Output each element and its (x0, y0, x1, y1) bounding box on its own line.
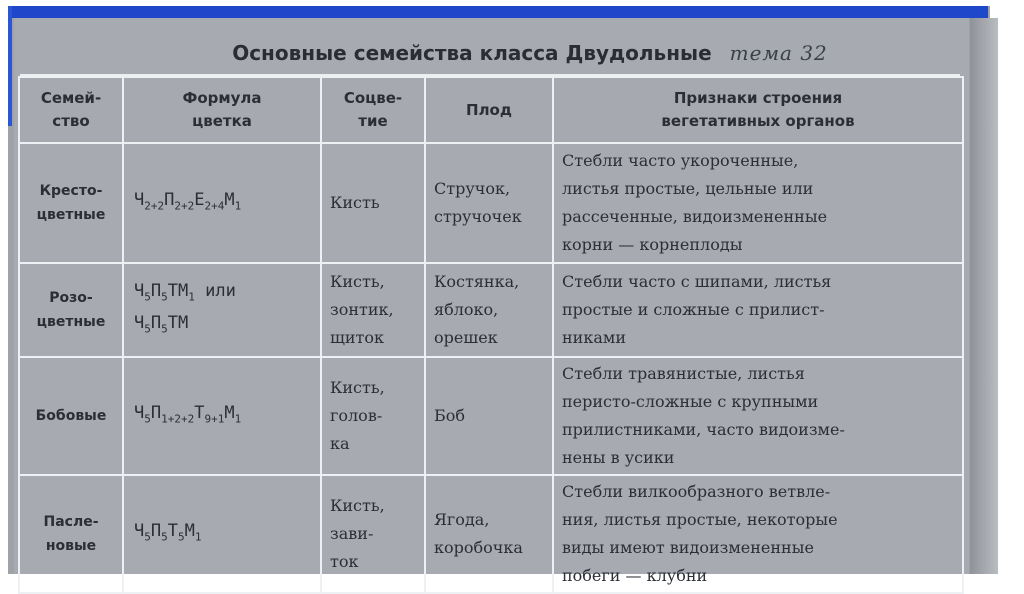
formula-cell (123, 475, 321, 593)
family-cell: Кресто- цветные (19, 143, 123, 263)
family-cell: Пасле- новые (19, 475, 123, 593)
header-inflorescence: Соцве- тие (321, 77, 425, 143)
table-row (19, 475, 963, 593)
header-formula: Формула цветка (123, 77, 321, 143)
families-table (18, 76, 964, 594)
features-cell: Стебли вилкообразного ветвле- ния, листья простые, некоторые виды имеют видоизмененные побеги — клубни (553, 475, 963, 593)
fruit-cell: Костянка, яблоко, орешек (425, 263, 553, 357)
inflorescence-cell: Кисть, зави- ток (321, 475, 425, 593)
header-features: Признаки строения вегетативных органов (553, 77, 963, 143)
formula-text: $Ч_{2+2}П_{2+2}Е_{2+4}М_1$ (134, 189, 242, 213)
formula-text-line2: $Ч_5П_5ТМ$ (134, 313, 189, 336)
fruit-cell: Стручок, стручочек (425, 143, 553, 263)
inflorescence-cell: Кисть, зонтик, щиток (321, 263, 425, 357)
photo-frame (8, 6, 990, 585)
header-family: Семей- ство (19, 77, 123, 143)
table-row (19, 263, 963, 357)
header-fruit: Плод (425, 77, 553, 143)
features-cell: Стебли часто укороченные, листья простые, цельные или рассеченные, видоизмененные корни — корнеплоды (553, 143, 963, 263)
fruit-cell: Ягода, коробочка (425, 475, 553, 593)
formula-cell (123, 357, 321, 475)
formula-cell (123, 263, 321, 357)
blue-accent-edge (8, 6, 12, 126)
table-row (19, 357, 963, 475)
page-title: Основные семейства класса Двудольные (232, 41, 712, 65)
inflorescence-cell: Кисть (321, 143, 425, 263)
features-cell: Стебли травянистые, листья перисто-сложные с крупными прилистниками, часто видоизме- нены в усики (553, 357, 963, 475)
formula-text: $Ч_5П_5Т_5М_1$ (134, 520, 202, 544)
title-row (20, 32, 960, 76)
inflorescence-cell: Кисть, голов- ка (321, 357, 425, 475)
formula-text-line1: $Ч_5П_5ТМ_1$ или (134, 280, 236, 303)
blue-accent-bar (8, 6, 988, 18)
page-edge-shadow (970, 18, 998, 574)
textbook-page (14, 18, 969, 585)
formula-text: $Ч_5П_{1+2+2}Т_{9+1}М_1$ (134, 402, 242, 426)
table-row (19, 143, 963, 263)
family-cell: Розо- цветные (19, 263, 123, 357)
fruit-cell: Боб (425, 357, 553, 475)
formula-cell (123, 143, 321, 263)
family-cell: Бобовые (19, 357, 123, 475)
table-header-row (19, 77, 963, 143)
features-cell: Стебли часто с шипами, листья простые и сложные с прилист- никами (553, 263, 963, 357)
handwritten-note: тема 32 (729, 41, 828, 65)
